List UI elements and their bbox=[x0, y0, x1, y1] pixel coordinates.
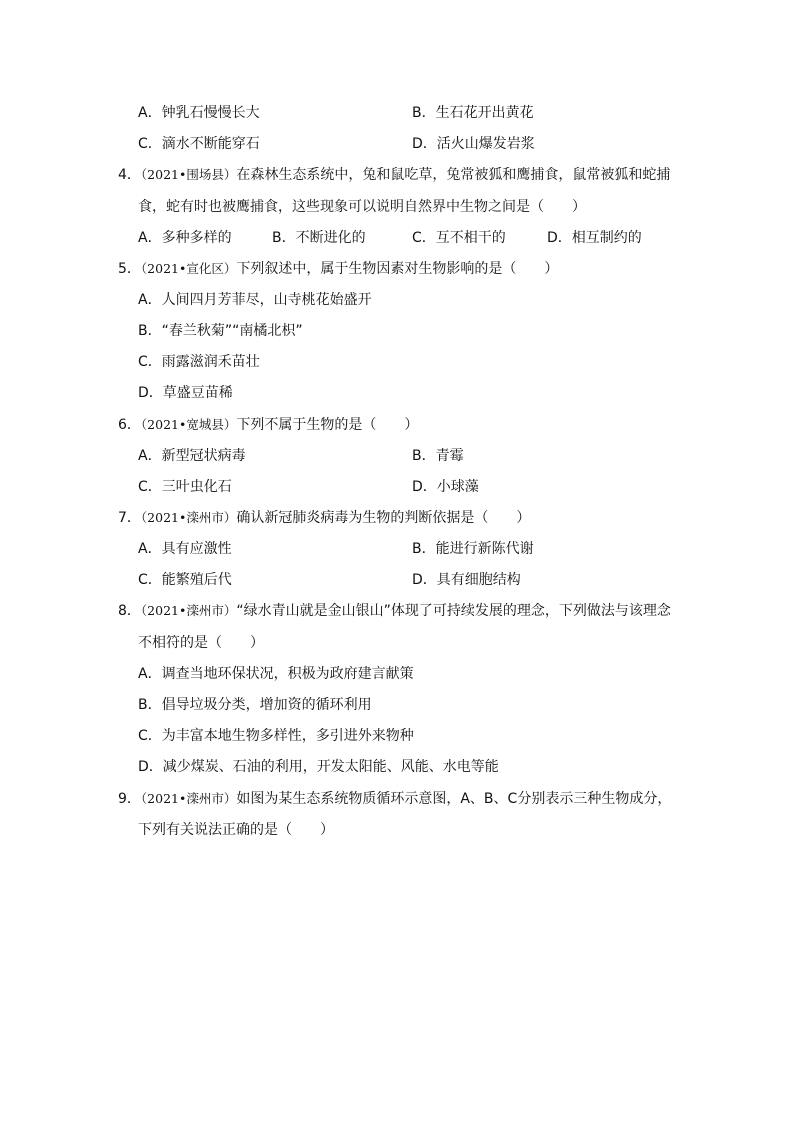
q4-stem-line1 bbox=[118, 165, 670, 185]
q7-stem bbox=[118, 508, 530, 528]
q5-option-d: D．草盛豆苗稀 bbox=[138, 385, 233, 401]
q9-text-line2: 下列有关说法正确的是（ ） bbox=[138, 822, 334, 838]
q8-option-b: B．倡导垃圾分类，增加资的循环利用 bbox=[138, 697, 372, 713]
q7-option-a: A．具有应激性 bbox=[138, 541, 232, 557]
q6-option-c: C．三叶虫化石 bbox=[138, 479, 232, 495]
q4-option-d: D．相互制约的 bbox=[547, 230, 642, 246]
q3-option-b: B．生石花开出黄花 bbox=[412, 105, 534, 121]
q5-option-a: A．人间四月芳菲尽，山寺桃花始盛开 bbox=[138, 292, 372, 308]
q8-source: （2021•滦州市） bbox=[140, 603, 237, 618]
q5-stem bbox=[118, 259, 558, 279]
q7-option-d: D．具有细胞结构 bbox=[412, 572, 521, 588]
q8-stem-line1 bbox=[118, 601, 671, 621]
q4-text-line2: 食，蛇有时也被鹰捕食，这些现象可以说明自然界中生物之间是（ ） bbox=[138, 199, 586, 215]
q7-source: （2021•滦州市） bbox=[140, 510, 237, 525]
q8-text-line2: 不相符的是（ ） bbox=[138, 635, 264, 651]
q6-text: 下列不属于生物的是（ ） bbox=[236, 417, 419, 433]
q8-option-c: C．为丰富本地生物多样性，多引进外来物种 bbox=[138, 728, 414, 744]
q6-option-a: A．新型冠状病毒 bbox=[138, 448, 246, 464]
q6-option-d: D．小球藻 bbox=[412, 479, 479, 495]
q6-stem bbox=[118, 415, 418, 435]
q7-option-c: C．能繁殖后代 bbox=[138, 572, 232, 588]
q9-text-line1: 如图为某生态系统物质循环示意图，A、B、C分别表示三种生物成分， bbox=[236, 791, 672, 807]
q8-option-a: A．调查当地环保状况，积极为政府建言献策 bbox=[138, 666, 414, 682]
q5-source: （2021•宣化区） bbox=[140, 261, 237, 276]
q9-stem-line1 bbox=[118, 789, 671, 809]
q8-number: 8． bbox=[118, 603, 141, 619]
q9-number: 9． bbox=[118, 791, 141, 807]
q4-text-line1: 在森林生态系统中，兔和鼠吃草，兔常被狐和鹰捕食，鼠常被狐和蛇捕 bbox=[236, 167, 671, 183]
q4-option-b: B．不断进化的 bbox=[272, 230, 366, 246]
q6-option-b: B．青霉 bbox=[412, 448, 464, 464]
q5-option-b: B．“春兰秋菊”“南橘北枳” bbox=[138, 323, 303, 339]
q4-number: 4． bbox=[118, 167, 141, 183]
q5-number: 5． bbox=[118, 261, 141, 277]
q5-text: 下列叙述中，属于生物因素对生物影响的是（ ） bbox=[236, 261, 559, 277]
q7-number: 7． bbox=[118, 510, 141, 526]
q5-option-c: C．雨露滋润禾苗壮 bbox=[138, 354, 260, 370]
q9-source: （2021•滦州市） bbox=[140, 791, 237, 806]
q7-option-b: B．能进行新陈代谢 bbox=[412, 541, 534, 557]
q3-option-c: C．滴水不断能穿石 bbox=[138, 136, 260, 152]
q8-option-d: D．减少煤炭、石油的利用，开发太阳能、风能、水电等能 bbox=[138, 759, 499, 775]
q6-source: （2021•宽城县） bbox=[140, 417, 237, 432]
q4-option-c: C．互不相干的 bbox=[412, 230, 506, 246]
q3-option-a: A．钟乳石慢慢长大 bbox=[138, 105, 260, 121]
q3-option-d: D．活火山爆发岩浆 bbox=[412, 136, 535, 152]
q8-text-line1: “绿水青山就是金山银山”体现了可持续发展的理念，下列做法与该理念 bbox=[236, 603, 671, 619]
q7-text: 确认新冠肺炎病毒为生物的判断依据是（ ） bbox=[236, 510, 531, 526]
q6-number: 6． bbox=[118, 417, 141, 433]
q4-source: （2021•围场县） bbox=[140, 167, 237, 182]
q4-option-a: A．多种多样的 bbox=[138, 230, 232, 246]
